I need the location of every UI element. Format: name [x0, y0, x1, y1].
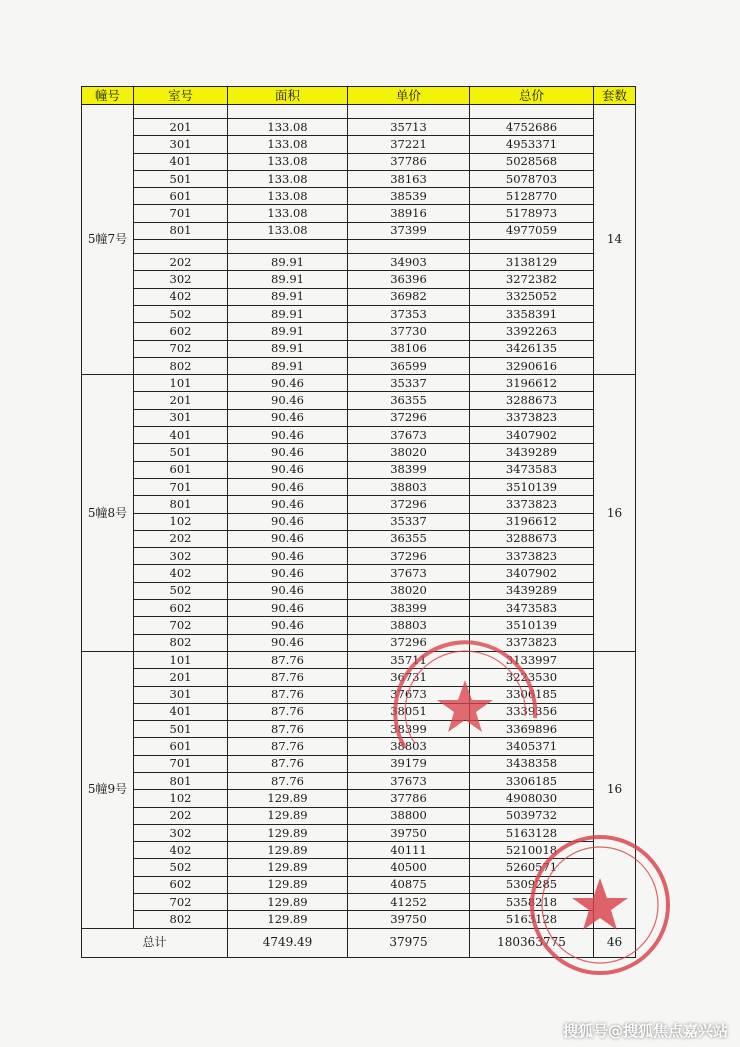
table-row [82, 686, 636, 703]
area-cell: 133.08 [228, 170, 348, 187]
header-unit-price: 单价 [348, 87, 470, 105]
total-price-cell: 4908030 [470, 790, 594, 807]
total-price-cell: 3196612 [470, 513, 594, 530]
unit-price-cell: 38020 [348, 582, 470, 599]
room-number: 302 [134, 271, 228, 288]
room-number: 302 [134, 548, 228, 565]
total-price-cell: 3405371 [470, 738, 594, 755]
table-row [82, 444, 636, 461]
header-count: 套数 [594, 87, 636, 105]
room-number: 701 [134, 478, 228, 495]
unit-price-cell: 36599 [348, 357, 470, 374]
unit-price-cell: 37353 [348, 305, 470, 322]
room-number: 501 [134, 170, 228, 187]
room-number: 301 [134, 409, 228, 426]
room-number: 401 [134, 703, 228, 720]
room-number: 102 [134, 790, 228, 807]
total-price-cell: 5358218 [470, 894, 594, 911]
room-number: 802 [134, 357, 228, 374]
total-count: 46 [594, 928, 636, 957]
room-number: 802 [134, 634, 228, 651]
unit-price-cell: 38399 [348, 461, 470, 478]
room-number: 401 [134, 153, 228, 170]
table-row [82, 634, 636, 651]
area-cell: 129.89 [228, 876, 348, 893]
total-price-cell: 4752686 [470, 119, 594, 136]
room-number: 301 [134, 686, 228, 703]
unit-price-cell: 37296 [348, 548, 470, 565]
unit-count: 14 [594, 105, 636, 375]
unit-price-cell: 35337 [348, 375, 470, 392]
room-number: 202 [134, 254, 228, 271]
area-cell: 129.89 [228, 842, 348, 859]
total-price-cell [470, 105, 594, 119]
unit-price-cell: 35337 [348, 513, 470, 530]
area-cell: 90.46 [228, 617, 348, 634]
room-number: 502 [134, 859, 228, 876]
table-row [82, 617, 636, 634]
unit-price-cell: 35711 [348, 651, 470, 668]
room-number: 201 [134, 392, 228, 409]
unit-price-cell: 37221 [348, 136, 470, 153]
area-cell: 89.91 [228, 323, 348, 340]
area-cell: 129.89 [228, 894, 348, 911]
area-cell: 133.08 [228, 119, 348, 136]
unit-price-cell: 38020 [348, 444, 470, 461]
area-cell: 87.76 [228, 738, 348, 755]
table-row [82, 496, 636, 513]
table-row [82, 824, 636, 841]
unit-price-cell: 37673 [348, 427, 470, 444]
table-row [82, 305, 636, 322]
area-cell [228, 105, 348, 119]
room-number: 801 [134, 772, 228, 789]
area-cell: 90.46 [228, 513, 348, 530]
total-price-cell: 3290616 [470, 357, 594, 374]
unit-price-cell: 38803 [348, 617, 470, 634]
unit-count: 16 [594, 375, 636, 652]
area-cell: 87.76 [228, 772, 348, 789]
area-cell: 90.46 [228, 565, 348, 582]
total-price-cell: 3439289 [470, 444, 594, 461]
total-price-cell: 3288673 [470, 530, 594, 547]
area-cell: 133.08 [228, 222, 348, 239]
room-number: 101 [134, 375, 228, 392]
room-number: 402 [134, 565, 228, 582]
room-number: 401 [134, 427, 228, 444]
area-cell: 90.46 [228, 530, 348, 547]
area-cell: 89.91 [228, 357, 348, 374]
header-building: 幢号 [82, 87, 134, 105]
room-number: 702 [134, 617, 228, 634]
unit-price-cell: 37399 [348, 222, 470, 239]
total-price-cell: 3223530 [470, 669, 594, 686]
area-cell: 90.46 [228, 409, 348, 426]
table-row [82, 721, 636, 738]
unit-price-cell: 38399 [348, 721, 470, 738]
total-price-cell: 3373823 [470, 496, 594, 513]
total-area: 4749.49 [228, 928, 348, 957]
unit-price-cell: 37786 [348, 790, 470, 807]
total-price-cell: 5163128 [470, 824, 594, 841]
unit-price-cell: 36396 [348, 271, 470, 288]
room-number: 202 [134, 530, 228, 547]
table-row [82, 170, 636, 187]
room-number: 702 [134, 894, 228, 911]
total-price: 180363775 [470, 928, 594, 957]
room-number: 702 [134, 340, 228, 357]
unit-price-cell: 37296 [348, 409, 470, 426]
area-cell: 90.46 [228, 496, 348, 513]
room-number: 202 [134, 807, 228, 824]
total-price-cell: 5128770 [470, 188, 594, 205]
total-price-cell [470, 240, 594, 254]
table-row [82, 222, 636, 239]
total-price-cell: 5039732 [470, 807, 594, 824]
unit-price-cell: 36731 [348, 669, 470, 686]
unit-price-cell: 38916 [348, 205, 470, 222]
total-price-cell: 3392263 [470, 323, 594, 340]
unit-price-cell: 36355 [348, 530, 470, 547]
table-row [82, 530, 636, 547]
table-row [82, 772, 636, 789]
unit-price-cell: 37730 [348, 323, 470, 340]
total-price-cell: 3339356 [470, 703, 594, 720]
table-row [82, 340, 636, 357]
table-row [82, 911, 636, 928]
table-row [82, 205, 636, 222]
total-price-cell: 3373823 [470, 409, 594, 426]
area-cell: 133.08 [228, 136, 348, 153]
unit-price-cell: 37296 [348, 496, 470, 513]
area-cell: 87.76 [228, 651, 348, 668]
total-row [82, 928, 636, 957]
table-row [82, 548, 636, 565]
area-cell: 129.89 [228, 807, 348, 824]
table-row [82, 478, 636, 495]
area-cell [228, 240, 348, 254]
unit-price-cell: 38803 [348, 478, 470, 495]
table-row [82, 271, 636, 288]
area-cell: 89.91 [228, 340, 348, 357]
header-row [82, 87, 636, 105]
total-price-cell: 3510139 [470, 478, 594, 495]
table-row [82, 119, 636, 136]
building-name: 5幢7号 [82, 105, 134, 375]
area-cell: 90.46 [228, 461, 348, 478]
area-cell: 133.08 [228, 188, 348, 205]
total-price-cell: 3133997 [470, 651, 594, 668]
unit-price-cell: 38163 [348, 170, 470, 187]
room-number: 201 [134, 669, 228, 686]
unit-price-cell: 38539 [348, 188, 470, 205]
total-price-cell: 3407902 [470, 427, 594, 444]
total-price-cell: 5309285 [470, 876, 594, 893]
total-price-cell: 3373823 [470, 634, 594, 651]
room-number: 701 [134, 205, 228, 222]
unit-price-cell [348, 240, 470, 254]
area-cell: 87.76 [228, 703, 348, 720]
table-row [82, 461, 636, 478]
room-number: 302 [134, 824, 228, 841]
unit-price-cell [348, 105, 470, 119]
unit-price-cell: 35713 [348, 119, 470, 136]
area-cell: 90.46 [228, 427, 348, 444]
room-number: 601 [134, 461, 228, 478]
room-number: 501 [134, 721, 228, 738]
area-cell: 87.76 [228, 755, 348, 772]
price-table [81, 86, 636, 958]
unit-price-cell: 41252 [348, 894, 470, 911]
unit-price-cell: 37786 [348, 153, 470, 170]
room-number [134, 240, 228, 254]
total-price-cell: 3325052 [470, 288, 594, 305]
total-price-cell: 5078703 [470, 170, 594, 187]
total-price-cell: 4953371 [470, 136, 594, 153]
table-row [82, 842, 636, 859]
total-price-cell: 5178973 [470, 205, 594, 222]
area-cell: 89.91 [228, 305, 348, 322]
room-number: 601 [134, 738, 228, 755]
area-cell: 90.46 [228, 444, 348, 461]
unit-price-cell: 37673 [348, 565, 470, 582]
total-price-cell: 3510139 [470, 617, 594, 634]
area-cell: 90.46 [228, 582, 348, 599]
total-price-cell: 3373823 [470, 548, 594, 565]
room-number: 502 [134, 582, 228, 599]
area-cell: 89.91 [228, 254, 348, 271]
table-row [82, 254, 636, 271]
unit-price-cell: 38803 [348, 738, 470, 755]
total-unit-price: 37975 [348, 928, 470, 957]
building-name: 5幢8号 [82, 375, 134, 652]
unit-price-cell: 36982 [348, 288, 470, 305]
table-row [82, 375, 636, 392]
area-cell: 129.89 [228, 911, 348, 928]
area-cell: 90.46 [228, 548, 348, 565]
table-row [82, 859, 636, 876]
unit-price-cell: 38800 [348, 807, 470, 824]
unit-price-cell: 40500 [348, 859, 470, 876]
table-row [82, 894, 636, 911]
table-row [82, 323, 636, 340]
header-total-price: 总价 [470, 87, 594, 105]
table-row [82, 807, 636, 824]
total-price-cell: 3439289 [470, 582, 594, 599]
room-number: 801 [134, 222, 228, 239]
area-cell: 129.89 [228, 824, 348, 841]
table-row [82, 188, 636, 205]
total-price-cell: 5028568 [470, 153, 594, 170]
area-cell: 129.89 [228, 859, 348, 876]
table-row [82, 790, 636, 807]
total-price-cell: 5163128 [470, 911, 594, 928]
unit-price-cell: 39179 [348, 755, 470, 772]
table-row [82, 136, 636, 153]
room-number: 501 [134, 444, 228, 461]
table-row [82, 105, 636, 119]
room-number: 602 [134, 323, 228, 340]
unit-price-cell: 37673 [348, 686, 470, 703]
unit-price-cell: 37296 [348, 634, 470, 651]
room-number: 402 [134, 842, 228, 859]
table-row [82, 409, 636, 426]
table-row [82, 153, 636, 170]
total-price-cell: 3288673 [470, 392, 594, 409]
table-row [82, 427, 636, 444]
table-row [82, 582, 636, 599]
total-price-cell: 5260571 [470, 859, 594, 876]
room-number: 402 [134, 288, 228, 305]
room-number: 802 [134, 911, 228, 928]
area-cell: 133.08 [228, 205, 348, 222]
total-price-cell: 3407902 [470, 565, 594, 582]
room-number: 601 [134, 188, 228, 205]
total-price-cell: 3358391 [470, 305, 594, 322]
total-price-cell: 3272382 [470, 271, 594, 288]
room-number: 602 [134, 600, 228, 617]
room-number: 102 [134, 513, 228, 530]
table-row [82, 288, 636, 305]
table-row [82, 669, 636, 686]
table-row [82, 738, 636, 755]
table-row [82, 392, 636, 409]
total-price-cell: 3473583 [470, 600, 594, 617]
unit-price-cell: 38399 [348, 600, 470, 617]
unit-price-cell: 37673 [348, 772, 470, 789]
unit-price-cell: 38106 [348, 340, 470, 357]
total-price-cell: 4977059 [470, 222, 594, 239]
room-number: 301 [134, 136, 228, 153]
area-cell: 133.08 [228, 153, 348, 170]
unit-price-cell: 36355 [348, 392, 470, 409]
total-price-cell: 3138129 [470, 254, 594, 271]
area-cell: 87.76 [228, 721, 348, 738]
total-price-cell: 3306185 [470, 686, 594, 703]
unit-price-cell: 39750 [348, 824, 470, 841]
table-row [82, 513, 636, 530]
area-cell: 90.46 [228, 375, 348, 392]
total-price-cell: 3196612 [470, 375, 594, 392]
area-cell: 90.46 [228, 392, 348, 409]
header-area: 面积 [228, 87, 348, 105]
area-cell: 90.46 [228, 600, 348, 617]
total-price-cell: 3438358 [470, 755, 594, 772]
room-number: 101 [134, 651, 228, 668]
area-cell: 90.46 [228, 634, 348, 651]
total-label: 总计 [82, 928, 228, 957]
area-cell: 129.89 [228, 790, 348, 807]
unit-price-cell: 40875 [348, 876, 470, 893]
total-price-cell: 3426135 [470, 340, 594, 357]
table-row [82, 357, 636, 374]
unit-price-cell: 39750 [348, 911, 470, 928]
table-row [82, 755, 636, 772]
area-cell: 90.46 [228, 478, 348, 495]
room-number: 602 [134, 876, 228, 893]
table-row [82, 600, 636, 617]
table-row [82, 703, 636, 720]
room-number: 801 [134, 496, 228, 513]
room-number [134, 105, 228, 119]
table-row [82, 876, 636, 893]
unit-count: 16 [594, 651, 636, 928]
area-cell: 89.91 [228, 288, 348, 305]
area-cell: 89.91 [228, 271, 348, 288]
total-price-cell: 5210018 [470, 842, 594, 859]
total-price-cell: 3473583 [470, 461, 594, 478]
total-price-cell: 3369896 [470, 721, 594, 738]
total-price-cell: 3306185 [470, 772, 594, 789]
unit-price-cell: 34903 [348, 254, 470, 271]
room-number: 502 [134, 305, 228, 322]
building-name: 5幢9号 [82, 651, 134, 928]
watermark: 搜狐号@搜狐焦点嘉兴站 [562, 1022, 728, 1040]
table-row [82, 240, 636, 254]
table-row [82, 565, 636, 582]
unit-price-cell: 38051 [348, 703, 470, 720]
room-number: 201 [134, 119, 228, 136]
area-cell: 87.76 [228, 669, 348, 686]
unit-price-cell: 40111 [348, 842, 470, 859]
header-room: 室号 [134, 87, 228, 105]
table-row [82, 651, 636, 668]
room-number: 701 [134, 755, 228, 772]
area-cell: 87.76 [228, 686, 348, 703]
